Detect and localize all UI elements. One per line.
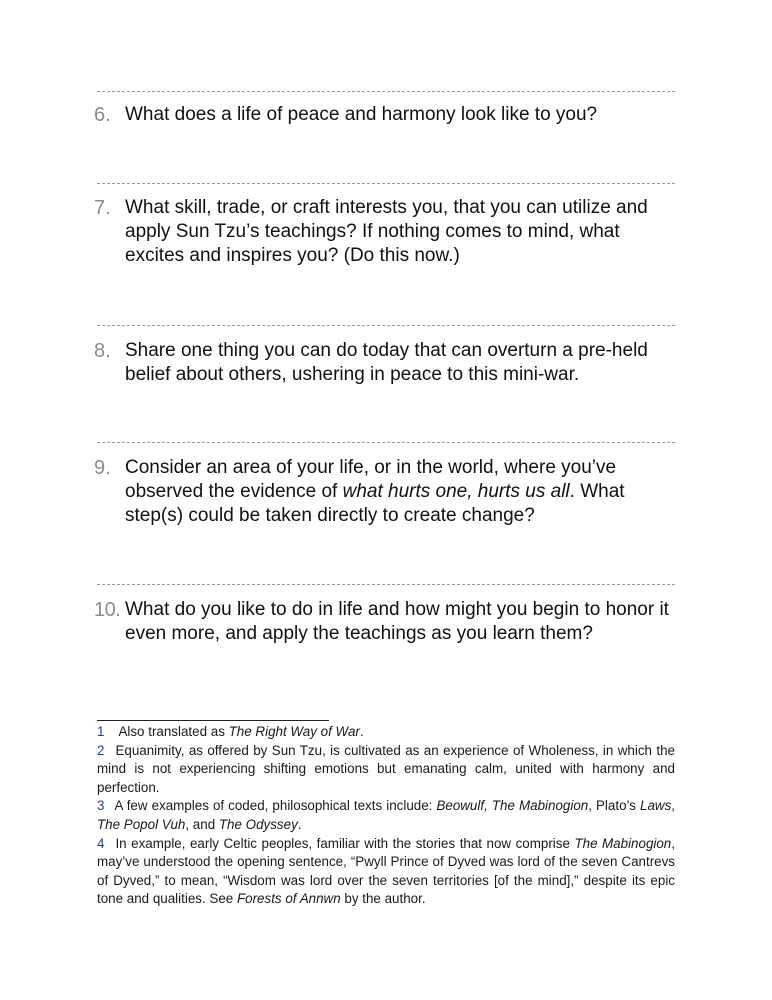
footnote-text: [118, 724, 363, 739]
question-text: Share one thing you can do today that can overturn a pre-held belief about others, ushering in peace to this mini-war.: [125, 340, 648, 385]
question-text-part: . What step(s) could be taken directly to create change?: [125, 481, 625, 526]
question-7: [94, 196, 684, 268]
question-text: What skill, trade, or craft interests you, that you can utilize and apply Sun Tzu’s teachings? If nothing comes to mind, what excites and inspires you? (Do this now.): [125, 197, 648, 266]
question-number: 7.: [94, 197, 111, 219]
footnote-text-italic: The Right Way of War: [228, 724, 360, 739]
question-6: [94, 103, 684, 127]
footnote-number: 3: [97, 798, 105, 814]
footnote-text-italic: Beowulf, The Mabinogion: [436, 798, 589, 814]
question-text: What does a life of peace and harmony look like to you?: [125, 104, 598, 125]
footnote-text-part: .: [297, 816, 302, 832]
question-number: 9.: [94, 457, 111, 479]
question-divider: [97, 584, 675, 585]
footnotes: [97, 723, 675, 909]
question-number: 6.: [94, 104, 111, 126]
footnote-text: Equanimity, as offered by Sun Tzu, is cultivated as an experience of Wholeness, in which the mind is not experiencing shifting emotions but emanating calm, united with harmony and perfection.: [97, 742, 675, 795]
question-text-emphasis: what hurts one, hurts us all: [342, 481, 570, 502]
footnote-text-part: Also translated as: [118, 724, 229, 739]
footnote-text-italic: Forests of Annwn: [236, 891, 341, 907]
footnote-number: 1: [97, 724, 105, 739]
footnote-number: 2: [97, 742, 105, 758]
footnote-number: 4: [97, 835, 105, 851]
question-text: What do you like to do in life and how might you begin to honor it even more, and apply the teachings as you learn them?: [125, 599, 669, 644]
footnote-text-part: , may’ve understood the opening sentence, “Pwyll Prince of Dyved was lord of the seven Cantrevs of Dyved,” to mean, “Wisdom was lord over the seven territories [of the mind],” despite its epic tone and qualities. See: [97, 835, 675, 907]
footnote-1: [97, 723, 675, 742]
question-text: [125, 456, 684, 528]
question-divider: [97, 325, 675, 326]
question-text-part: Consider an area of your life, or in the world, where you’ve observed the evidence of: [125, 457, 617, 502]
footnote-2: [97, 742, 675, 798]
question-divider: [97, 442, 675, 443]
footnote-text-italic: Laws: [640, 798, 672, 814]
footnote-text-italic: The Mabinogion: [574, 835, 672, 851]
footnote-text: [97, 836, 675, 907]
footnote-text-part: .: [359, 724, 364, 739]
question-divider: [97, 183, 675, 184]
question-10: [94, 598, 684, 646]
footnote-text: [97, 798, 675, 832]
footnote-4: [97, 835, 675, 909]
footnote-text-part: ,: [671, 798, 675, 814]
question-number: 10.: [94, 599, 121, 621]
footnote-text-part: In example, early Celtic peoples, familiar with the stories that now comprise: [115, 835, 575, 851]
footnote-3: [97, 797, 675, 834]
footnote-text-part: A few examples of coded, philosophical texts include:: [114, 798, 437, 814]
question-8: [94, 339, 684, 387]
footnote-text-part: by the author.: [340, 891, 426, 907]
footnote-text-italic: The Odyssey: [218, 816, 298, 832]
question-9: [94, 456, 684, 528]
question-number: 8.: [94, 340, 111, 362]
footnote-text-part: , Plato’s: [588, 798, 640, 814]
question-divider: [97, 91, 675, 92]
footnote-separator: [97, 720, 329, 721]
footnote-text-part: , and: [185, 816, 219, 832]
footnote-text-italic: The Popol Vuh: [97, 816, 186, 832]
